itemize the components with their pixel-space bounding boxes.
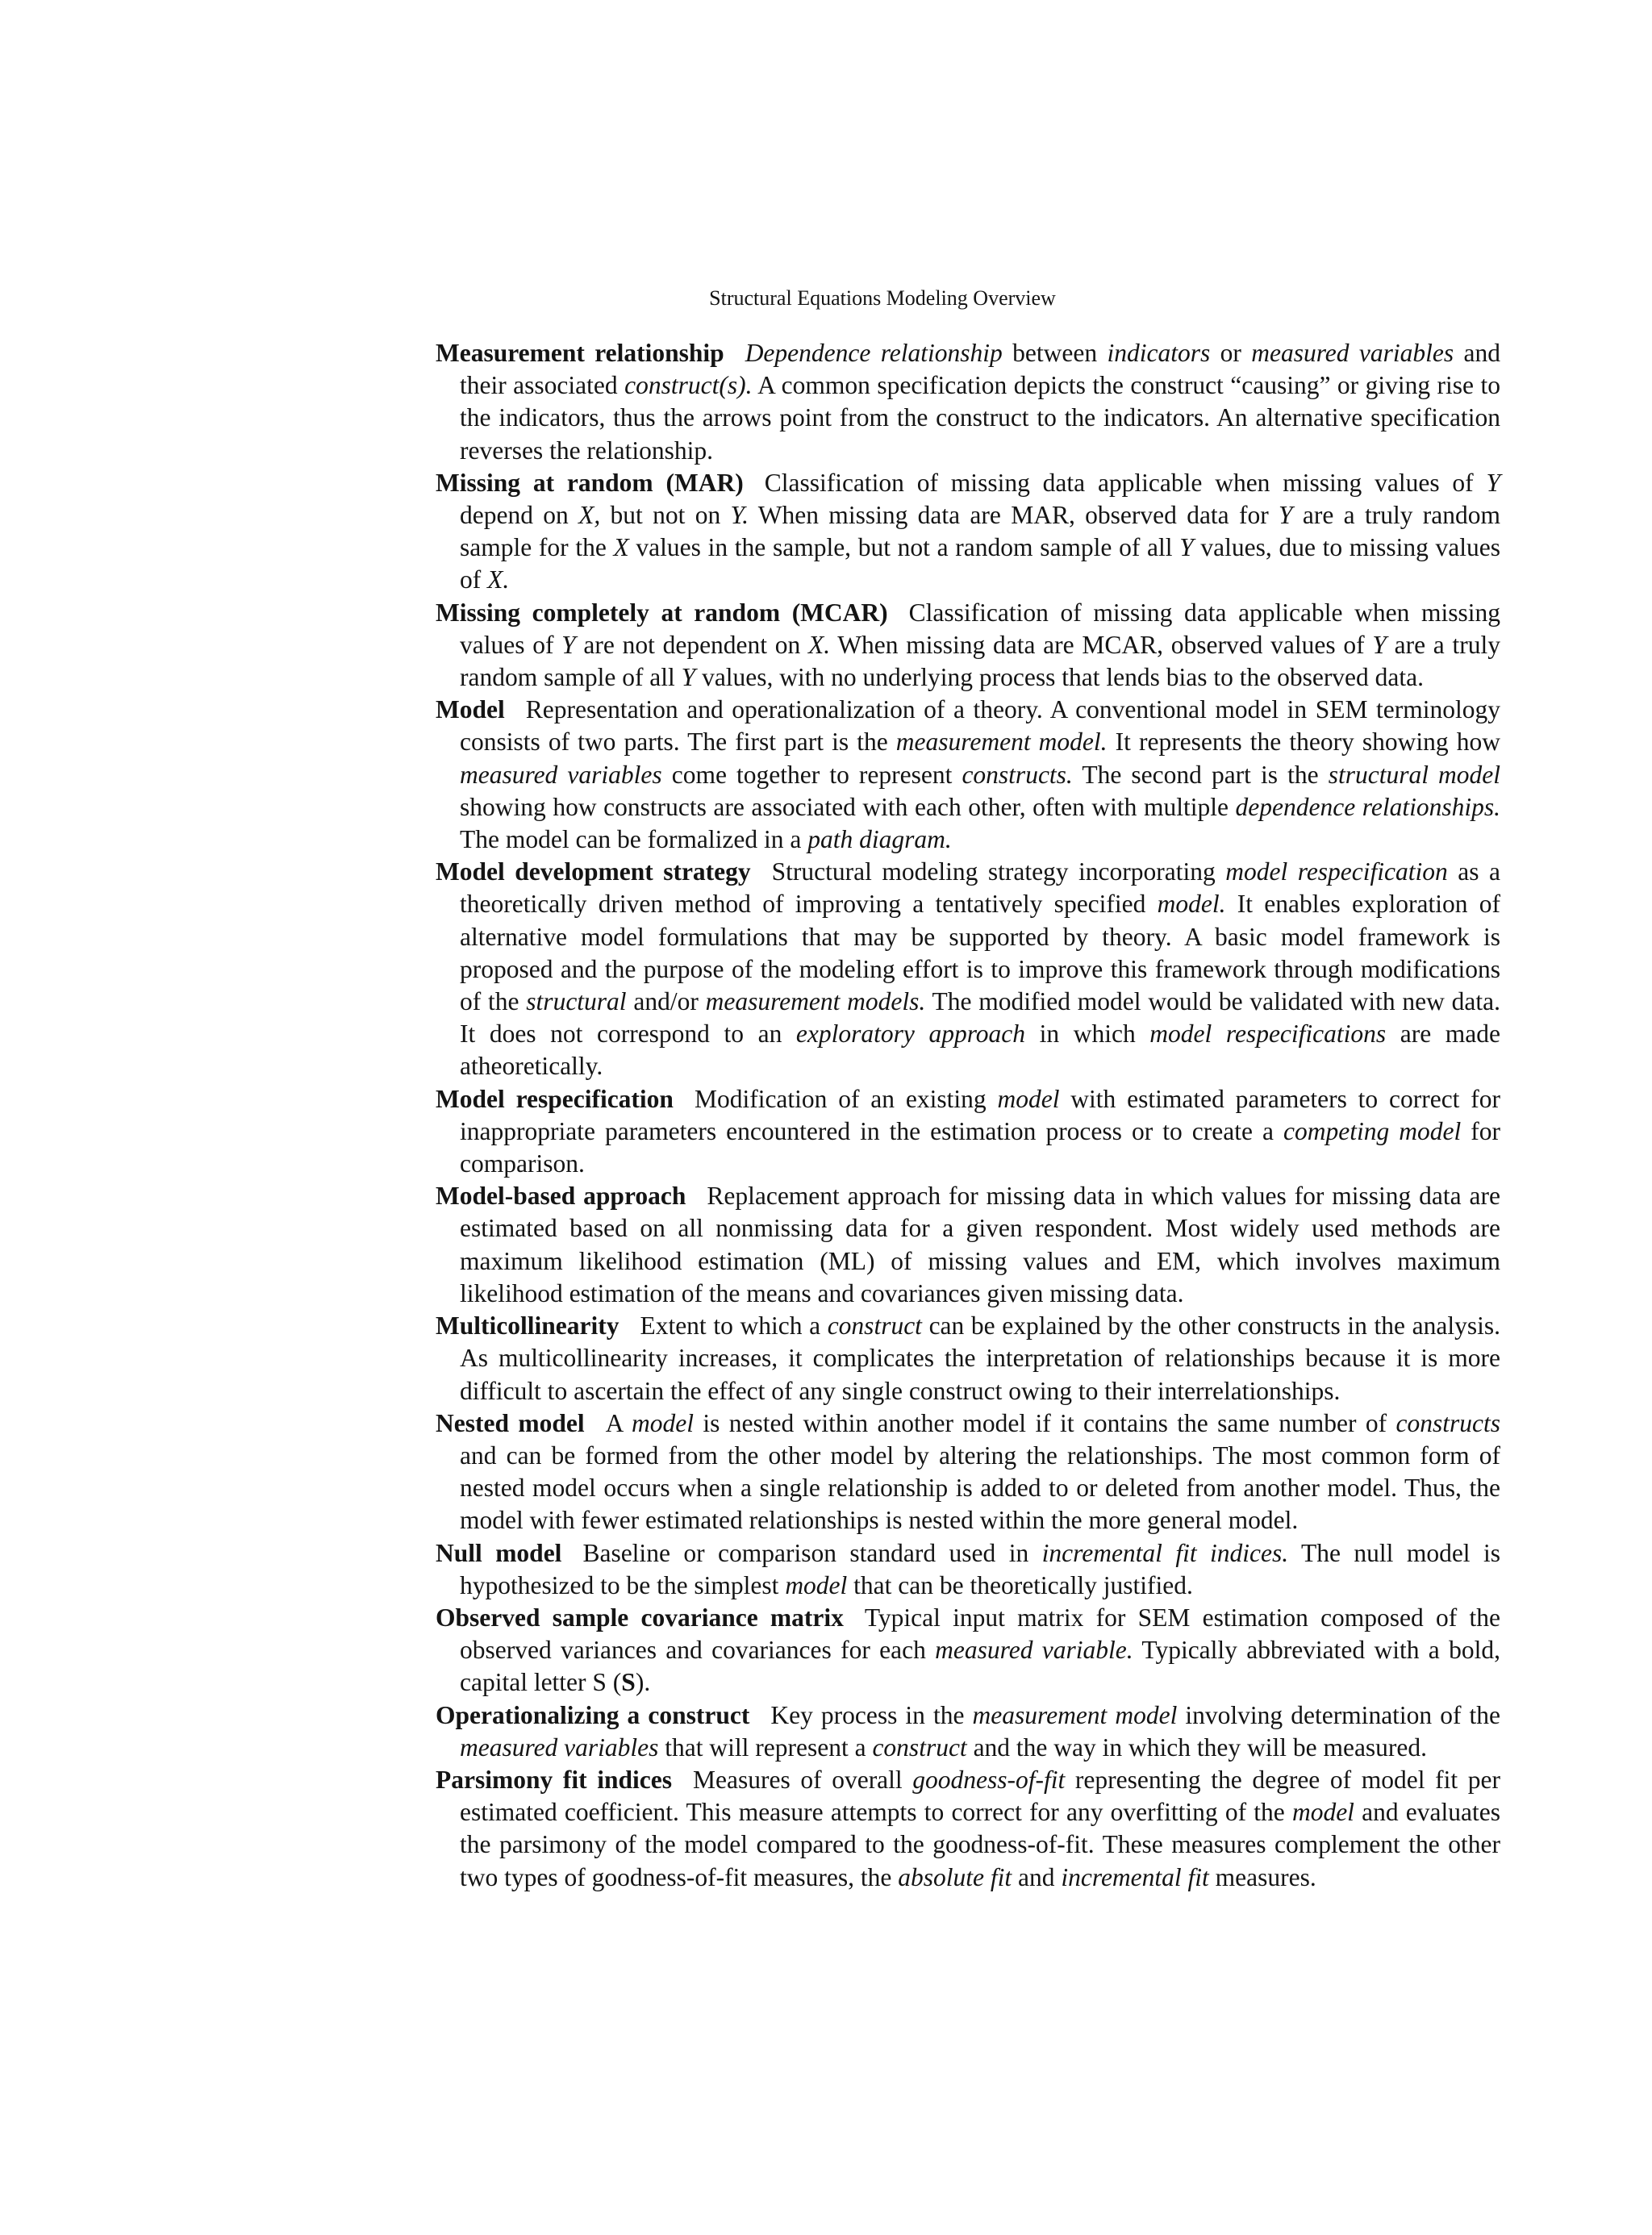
definition-text: values in the sample, but not a random sample of all — [628, 533, 1180, 562]
glossary-term: Model respecification — [436, 1084, 674, 1113]
definition-text: as a theoretically driven method of improving a tentatively specified — [460, 857, 1500, 919]
glossary-list — [436, 337, 1500, 1894]
definition-text: is nested within another model if it contains the same number of — [693, 1408, 1396, 1437]
definition-text: The second part is the — [1072, 760, 1329, 789]
glossary-term: Missing at random (MAR) — [436, 468, 744, 497]
glossary-definition — [460, 1409, 1500, 1535]
definition-text: structural — [526, 987, 627, 1016]
definition-text: Structural modeling strategy incorporating — [771, 857, 1226, 886]
definition-text: measurement models. — [705, 987, 926, 1016]
definition-text: constructs. — [962, 760, 1073, 789]
definition-text: measured variables — [460, 1733, 659, 1762]
definition-text: measurement model. — [895, 728, 1108, 757]
definition-text: construct — [827, 1311, 922, 1341]
definition-text: A common specification depicts the construct “causing” or giving rise to the indicators, thus the arrows point from the construct to the indicators. An alternative specification reverses the relationship. — [460, 371, 1500, 465]
definition-text: Baseline or comparison standard used in — [582, 1538, 1042, 1567]
glossary-entry — [436, 1180, 1500, 1310]
definition-text: model — [632, 1408, 694, 1437]
definition-text: and — [1012, 1862, 1062, 1891]
glossary-entry — [436, 856, 1500, 1082]
definition-text: Measures of overall — [693, 1765, 913, 1794]
definition-text: Y — [561, 630, 576, 659]
definition-text: absolute fit — [898, 1862, 1012, 1891]
definition-text: construct(s). — [624, 371, 753, 400]
glossary-term: Model-based approach — [436, 1182, 686, 1211]
definition-text: exploratory approach — [795, 1020, 1026, 1049]
definition-text: model respecification — [1225, 857, 1448, 886]
glossary-term: Measurement relationship — [436, 339, 724, 367]
definition-text: S — [621, 1668, 636, 1697]
glossary-entry — [436, 1310, 1500, 1407]
definition-text: The model can be formalized in a — [460, 825, 808, 854]
definition-text: competing model — [1283, 1116, 1462, 1145]
glossary-term: Parsimony fit indices — [436, 1765, 672, 1794]
definition-text: X — [613, 533, 629, 562]
definition-text: Dependence relationship — [745, 339, 1003, 367]
definition-text: X. — [487, 565, 510, 594]
glossary-term: Missing completely at random (MCAR) — [436, 598, 888, 627]
definition-text: model — [997, 1084, 1060, 1113]
glossary-term: Model — [436, 695, 505, 724]
definition-text: Modification of an existing — [694, 1084, 998, 1113]
glossary-entry — [436, 694, 1500, 856]
definition-text: involving determination of the — [1177, 1700, 1501, 1729]
glossary-term: Multicollinearity — [436, 1311, 620, 1341]
definition-text: path diagram. — [807, 825, 952, 854]
definition-text: Typical input matrix for SEM estimation composed of the observed variances and covariances for each — [460, 1603, 1500, 1665]
definition-text: Y — [681, 663, 696, 692]
definition-text: can be explained by the other constructs in the analysis. As multicollinearity increases, it complicates the interpretation of relationships because it is more difficult to ascertain the effect of any single construct owing to their interrelationships. — [460, 1311, 1500, 1405]
definition-text: incremental fit indices. — [1041, 1538, 1289, 1567]
definition-text: Typically abbreviated with a bold, capital letter S ( — [460, 1636, 1500, 1697]
definition-text: measured variables — [1251, 339, 1454, 367]
definition-text: measured variables — [460, 760, 662, 789]
definition-text: model — [785, 1570, 848, 1599]
definition-text: and can be formed from the other model by altering the relationships. The most common form of nested model occurs when a single relationship is added to or deleted from another model. Thus, the model with fewer estimated relationships is nested within the more general model. — [460, 1441, 1500, 1535]
definition-text: come together to represent — [661, 760, 962, 789]
definition-text: indicators — [1107, 339, 1211, 367]
definition-text: Y — [1372, 630, 1387, 659]
glossary-entry — [436, 1602, 1500, 1699]
definition-text: model — [1291, 1798, 1354, 1827]
definition-text: and/or — [626, 987, 706, 1016]
definition-text: are a truly random sample for the — [460, 501, 1500, 562]
glossary-entry — [436, 1764, 1500, 1894]
definition-text: goodness-of-fit — [912, 1765, 1066, 1794]
definition-text: construct — [872, 1733, 967, 1762]
definition-text: but not on — [600, 501, 731, 530]
definition-text: or — [1210, 339, 1252, 367]
definition-text: values, with no underlying process that lends bias to the observed data. — [695, 663, 1424, 692]
definition-text: and evaluates the parsimony of the model compared to the goodness-of-fit. These measures complement the other two types of goodness-of-fit measures, the — [460, 1798, 1500, 1891]
definition-text: Extent to which a — [640, 1311, 828, 1341]
glossary-term: Observed sample covariance matrix — [436, 1603, 844, 1632]
definition-text: Replacement approach for missing data in which values for missing data are estimated based on all nonmissing data for a given respondent. Most widely used methods are maximum likelihood estimation (ML) of missing values and EM, which involves maximum likelihood estimation of the means and covariances given missing data. — [460, 1182, 1500, 1307]
definition-text: measured variable. — [935, 1636, 1133, 1665]
definition-text: When missing data are MAR, observed data for — [749, 501, 1279, 530]
definition-text: Representation and operationalization of a theory. A conventional model in SEM terminology consists of two parts. The first part is the — [460, 695, 1500, 757]
definition-text: constructs — [1395, 1408, 1500, 1437]
glossary-term: Nested model — [436, 1408, 585, 1437]
definition-text: Key process in the — [770, 1700, 973, 1729]
definition-text: incremental fit — [1061, 1862, 1209, 1891]
definition-text: A — [605, 1408, 632, 1437]
glossary-term: Null model — [436, 1538, 562, 1567]
definition-text: and the way in which they will be measured. — [966, 1733, 1428, 1762]
definition-text: ). — [635, 1668, 651, 1697]
definition-text: Y — [1279, 501, 1293, 530]
definition-text: structural model — [1328, 760, 1501, 789]
glossary-entry — [436, 1537, 1500, 1602]
definition-text: model. — [1157, 890, 1226, 919]
definition-text: Y. — [730, 501, 749, 530]
definition-text: dependence relationships. — [1235, 792, 1500, 821]
definition-text: for comparison. — [460, 1116, 1500, 1178]
definition-text: between — [1002, 339, 1108, 367]
definition-text: X. — [808, 630, 831, 659]
definition-text: depend on — [460, 501, 579, 530]
glossary-term: Operationalizing a construct — [436, 1700, 750, 1729]
glossary-definition — [460, 695, 1500, 853]
definition-text: with estimated parameters to correct for inappropriate parameters encountered in the estimation process or to create a — [460, 1084, 1500, 1145]
glossary-entry — [436, 597, 1500, 694]
definition-text: Classification of missing data applicable when missing values of — [764, 468, 1487, 497]
glossary-entry — [436, 1407, 1500, 1537]
glossary-definition — [460, 1539, 1500, 1599]
glossary-entry — [436, 337, 1500, 467]
glossary-term: Model development strategy — [436, 857, 751, 886]
definition-text: model respecifications — [1149, 1020, 1387, 1049]
definition-text: that can be theoretically justified. — [847, 1570, 1193, 1599]
definition-text: Y — [1179, 533, 1194, 562]
definition-text: It represents the theory showing how — [1107, 728, 1500, 757]
glossary-entry — [436, 1699, 1500, 1764]
glossary-entry — [436, 467, 1500, 597]
definition-text: When missing data are MCAR, observed values of — [830, 630, 1373, 659]
definition-text: The null model is hypothesized to be the simplest — [460, 1538, 1500, 1599]
running-head: Structural Equations Modeling Overview — [709, 286, 1056, 310]
definition-text: are a truly random sample of all — [460, 630, 1500, 692]
definition-text: that will represent a — [658, 1733, 873, 1762]
definition-text: It enables exploration of alternative model formulations that may be supported by theory. A basic model framework is proposed and the purpose of the modeling effort is to improve this framework through modifications of the — [460, 890, 1500, 1016]
definition-text: Y — [1486, 468, 1500, 497]
definition-text: values, due to missing values of — [460, 533, 1500, 594]
definition-text: Classification of missing data applicable when missing values of — [460, 598, 1500, 659]
definition-text: are made atheoretically. — [460, 1020, 1500, 1081]
definition-text: and their associated — [460, 339, 1501, 400]
definition-text: in which — [1025, 1020, 1150, 1049]
definition-text: X, — [578, 501, 601, 530]
glossary-definition — [460, 857, 1500, 1080]
definition-text: measures. — [1208, 1862, 1316, 1891]
definition-text: The modified model would be validated with new data. It does not correspond to an — [460, 987, 1500, 1049]
definition-text: are not dependent on — [575, 630, 808, 659]
definition-text: showing how constructs are associated with each other, often with multiple — [460, 792, 1236, 821]
definition-text: representing the degree of model fit per estimated coefficient. This measure attempts to correct for any overfitting of the — [460, 1765, 1500, 1827]
definition-text: measurement model — [972, 1700, 1178, 1729]
glossary-entry — [436, 1083, 1500, 1181]
